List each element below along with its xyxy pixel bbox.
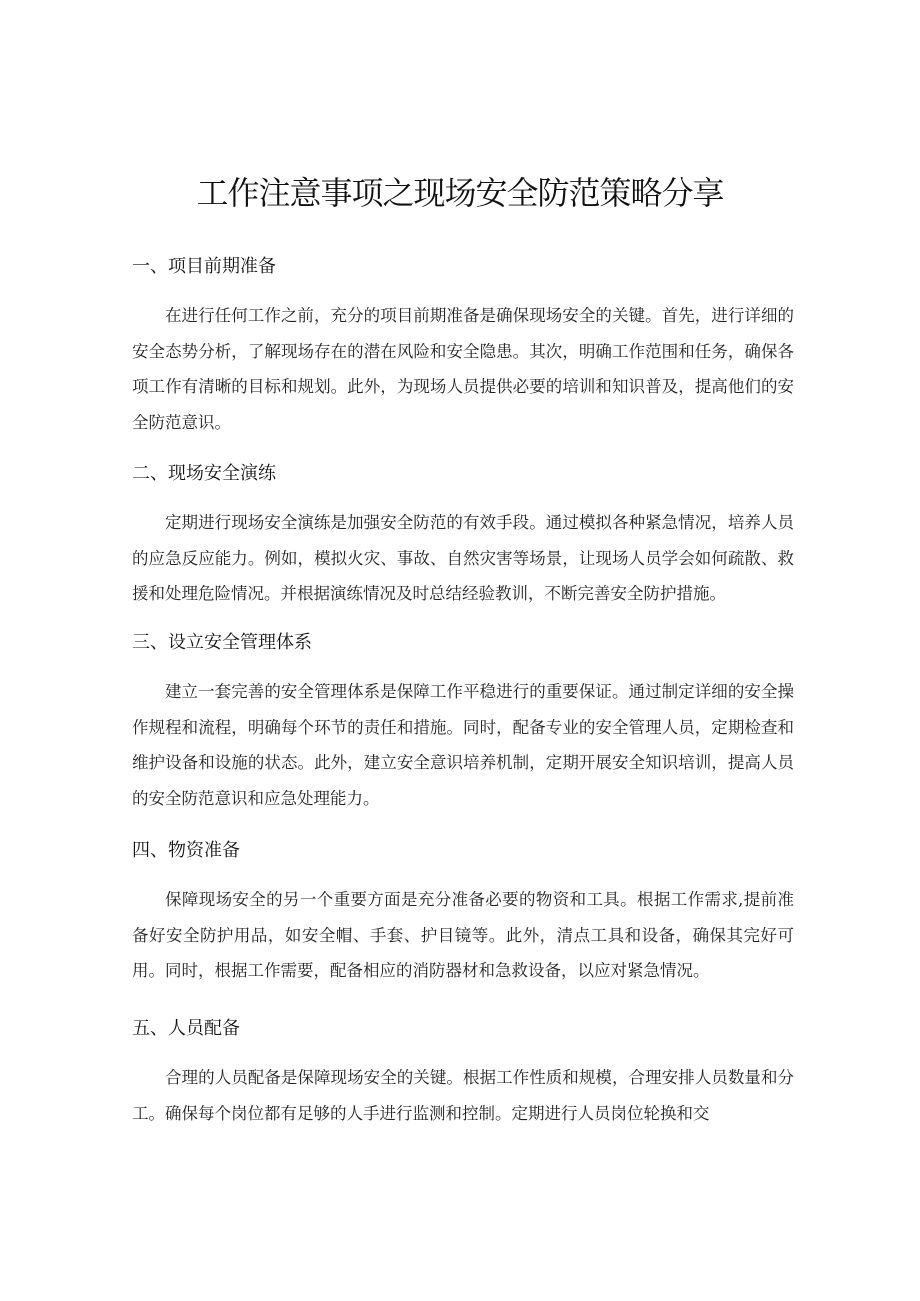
- section-paragraph: 定期进行现场安全演练是加强安全防范的有效手段。通过模拟各种紧急情况，培养人员的应急反应能力。例如，模拟火灾、事故、自然灾害等场景，让现场人员学会如何疏散、救援和处理危险情况。并根据演练情况及时总结经验教训，不断完善安全防护措施。: [132, 513, 794, 603]
- section-project-preparation: [132, 254, 794, 440]
- section-paragraph: 建立一套完善的安全管理体系是保障工作平稳进行的重要保证。通过制定详细的安全操作规程和流程，明确每个环节的责任和措施。同时，配备专业的安全管理人员，定期检查和维护设备和设施的状态。此外，建立安全意识培养机制，定期开展安全知识培训，提高人员的安全防范意识和应急处理能力。: [132, 682, 794, 808]
- section-paragraph: 合理的人员配备是保障现场安全的关键。根据工作性质和规模，合理安排人员数量和分工。确保每个岗位都有足够的人手进行监测和控制。定期进行人员岗位轮换和交: [132, 1068, 794, 1123]
- section-paragraph: 保障现场安全的另一个重要方面是充分准备必要的物资和工具。根据工作需求,提前准备好安全防护用品，如安全帽、手套、护目镜等。此外，清点工具和设备，确保其完好可用。同时，根据工作需要，配备相应的消防器材和急救设备，以应对紧急情况。: [132, 890, 794, 980]
- section-heading: 一、项目前期准备: [132, 256, 276, 277]
- document-title: 工作注意事项之现场安全防范策略分享: [196, 174, 724, 212]
- section-heading: 四、物资准备: [132, 840, 240, 861]
- section-staffing: [132, 1016, 794, 1131]
- section-paragraph: 在进行任何工作之前，充分的项目前期准备是确保现场安全的关键。首先，进行详细的安全态势分析，了解现场存在的潜在风险和安全隐患。其次，明确工作范围和任务，确保各项工作有清晰的目标和规划。此外，为现场人员提供必要的培训和知识普及，提高他们的安全防范意识。: [132, 306, 794, 432]
- section-heading: 三、设立安全管理体系: [132, 632, 312, 653]
- section-heading: 五、人员配备: [132, 1018, 240, 1039]
- section-safety-drill: [132, 461, 794, 612]
- section-material-preparation: [132, 838, 794, 989]
- section-heading: 二、现场安全演练: [132, 463, 276, 484]
- section-safety-management-system: [132, 630, 794, 816]
